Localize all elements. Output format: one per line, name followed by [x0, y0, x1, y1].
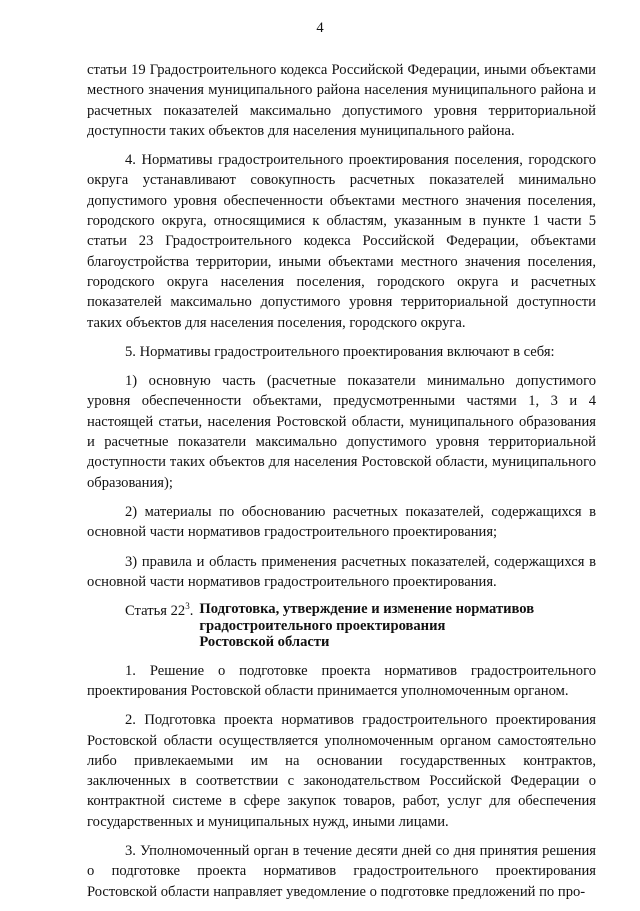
page-number: 4 — [316, 20, 324, 36]
article-paragraph-2: 2. Подготовка проекта нормативов градостроительного проектирования Ростовской области осуществляется уполномоченным органом самостоятельно либо привлекаемыми им на основании государственных контрактов, заключенных в соответствии с законодательством Российской Федерации о контрактной системе в сфере закупок товаров, работ, услуг для обеспечения государственных и муниципальных нужд, иными лицами. — [87, 712, 596, 830]
article-label: Статья $22^3$. — [125, 601, 194, 620]
article-paragraph-3: 3. Уполномоченный орган в течение десяти дней со дня принятия решения о подготовке проекта нормативов градостроительного проектирования Ростовской области направляет уведомление о подготовке предложений по про- — [87, 843, 596, 900]
list-item-1: 1) основную часть (расчетные показатели минимально допустимого уровня обеспеченности объектами, предусмотренными частями 1, 3 и 4 настоящей статьи, населения Ростовской области, муниципального образования и расчетные показатели максимально допустимого уровня территориальной доступности таких объектов для населения Ростовской области, муниципального образования); — [87, 373, 596, 491]
article-title-line: градостроительного проектирования — [199, 617, 446, 634]
article-paragraph-1: 1. Решение о подготовке проекта нормативов градостроительного проектирования Ростовской области принимается уполномоченным органом. — [87, 662, 596, 699]
paragraph-continuation: статьи 19 Градостроительного кодекса Российской Федерации, иными объектами местного значения муниципального района населения муниципального района и расчетных показателей максимально допустимого уровня территориальной доступности таких объектов для населения муниципального района. — [87, 62, 596, 139]
article-title — [193, 601, 534, 651]
list-item-2: 2) материалы по обоснованию расчетных показателей, содержащихся в основной части нормативов градостроительного проектирования; — [87, 503, 596, 541]
paragraph-5: 5. Нормативы градостроительного проектирования включают в себя: — [125, 343, 555, 360]
article-title-line: Подготовка, утверждение и изменение нормативов — [199, 601, 535, 618]
article-heading — [87, 601, 596, 651]
document-body — [87, 60, 596, 911]
article-label-text: Статья 22 — [125, 603, 186, 620]
article-label-superscript: 3 — [185, 601, 190, 612]
paragraph-4: 4. Нормативы градостроительного проектирования поселения, городского округа устанавливают совокупность расчетных показателей минимально допустимого уровня обеспеченности объектами местного значения поселения, городского округа, относящимися к областям, указанным в пункте 1 части 5 статьи 23 Градостроительного кодекса Российской Федерации, объектами благоустройства территории, иными объектами местного значения поселения, городского округа населения поселения, городского округа и расчетных показателей максимально допустимого уровня территориальной доступности таких объектов для населения поселения, городского округа. — [87, 152, 596, 331]
article-title-line: Ростовской области — [199, 634, 330, 651]
list-item-3: 3) правила и область применения расчетных показателей, содержащихся в основной части нормативов градостроительного проектирования. — [87, 553, 596, 590]
